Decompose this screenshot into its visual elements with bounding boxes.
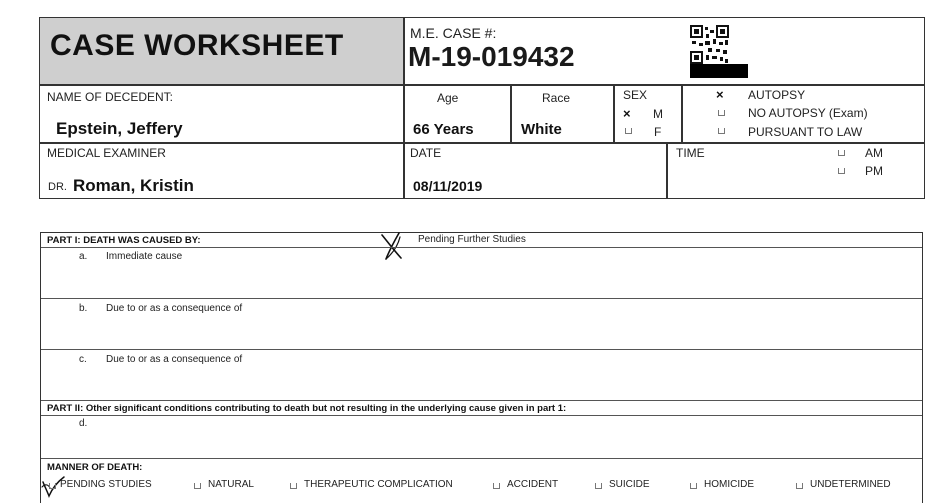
manner-suicide-label: SUICIDE xyxy=(609,479,650,490)
examiner-prefix: DR. xyxy=(48,181,67,193)
pending-studies-checkbox[interactable] xyxy=(49,483,56,489)
decedent-name-label: NAME OF DECEDENT: xyxy=(47,90,174,104)
pursuant-to-law-label: PURSUANT TO LAW xyxy=(748,125,863,139)
age-label: Age xyxy=(437,91,459,105)
race-value: White xyxy=(521,121,562,138)
redaction-bar xyxy=(690,64,748,78)
part1-heading: PART I: DEATH WAS CAUSED BY: xyxy=(47,235,201,246)
case-number-label: M.E. CASE #: xyxy=(410,25,497,41)
autopsy-checkbox[interactable]: × xyxy=(716,87,724,102)
row-b-label: Due to or as a consequence of xyxy=(106,303,243,314)
page-title: CASE WORKSHEET xyxy=(50,29,344,62)
row-b-letter: b. xyxy=(79,303,88,314)
pending-x-mark-icon xyxy=(379,231,405,261)
pursuant-to-law-checkbox[interactable] xyxy=(718,128,725,134)
race-label: Race xyxy=(542,91,571,105)
manner-therapeutic-label: THERAPEUTIC COMPLICATION xyxy=(304,479,453,490)
date-value: 08/11/2019 xyxy=(413,178,483,194)
row-a-label: Immediate cause xyxy=(106,251,183,262)
age-value: 66 Years xyxy=(413,121,474,138)
time-am-checkbox[interactable] xyxy=(838,150,845,156)
row-d-letter: d. xyxy=(79,418,88,429)
no-autopsy-label: NO AUTOPSY (Exam) xyxy=(748,106,868,120)
manner-undetermined-label: UNDETERMINED xyxy=(810,479,891,490)
row-c-letter: c. xyxy=(79,354,87,365)
undetermined-checkbox[interactable] xyxy=(796,483,803,489)
manner-accident-label: ACCIDENT xyxy=(507,479,559,490)
time-pm-checkbox[interactable] xyxy=(838,168,845,174)
manner-pending-studies-label: PENDING STUDIES xyxy=(60,479,152,490)
pending-studies-label: Pending Further Studies xyxy=(418,234,526,245)
row-c-label: Due to or as a consequence of xyxy=(106,354,243,365)
homicide-checkbox[interactable] xyxy=(690,483,697,489)
suicide-checkbox[interactable] xyxy=(595,483,602,489)
natural-checkbox[interactable] xyxy=(194,483,201,489)
sex-m-checkbox[interactable]: × xyxy=(623,106,631,121)
accident-checkbox[interactable] xyxy=(493,483,500,489)
sex-label: SEX xyxy=(623,88,648,102)
sex-f-checkbox[interactable] xyxy=(625,128,632,134)
qr-code-icon xyxy=(690,25,730,65)
sex-f-label: F xyxy=(654,125,662,139)
autopsy-label: AUTOPSY xyxy=(748,88,806,102)
time-label: TIME xyxy=(676,146,705,160)
examiner-name: Roman, Kristin xyxy=(73,176,194,195)
case-number: M-19-019432 xyxy=(408,41,575,72)
manner-natural-label: NATURAL xyxy=(208,479,254,490)
part2-heading: PART II: Other significant conditions contributing to death but not resulting in the underlying cause given in part 1: xyxy=(47,403,567,414)
manner-homicide-label: HOMICIDE xyxy=(704,479,754,490)
cause-of-death-box xyxy=(40,232,923,503)
time-pm-label: PM xyxy=(865,164,883,178)
manner-of-death-heading: MANNER OF DEATH: xyxy=(47,462,143,473)
row-a-letter: a. xyxy=(79,251,88,262)
no-autopsy-checkbox[interactable] xyxy=(718,110,725,116)
therapeutic-complication-checkbox[interactable] xyxy=(290,483,297,489)
medical-examiner-label: MEDICAL EXAMINER xyxy=(47,146,166,160)
decedent-name: Epstein, Jeffery xyxy=(56,119,183,138)
sex-m-label: M xyxy=(653,107,663,121)
date-label: DATE xyxy=(410,146,442,160)
time-am-label: AM xyxy=(865,146,883,160)
